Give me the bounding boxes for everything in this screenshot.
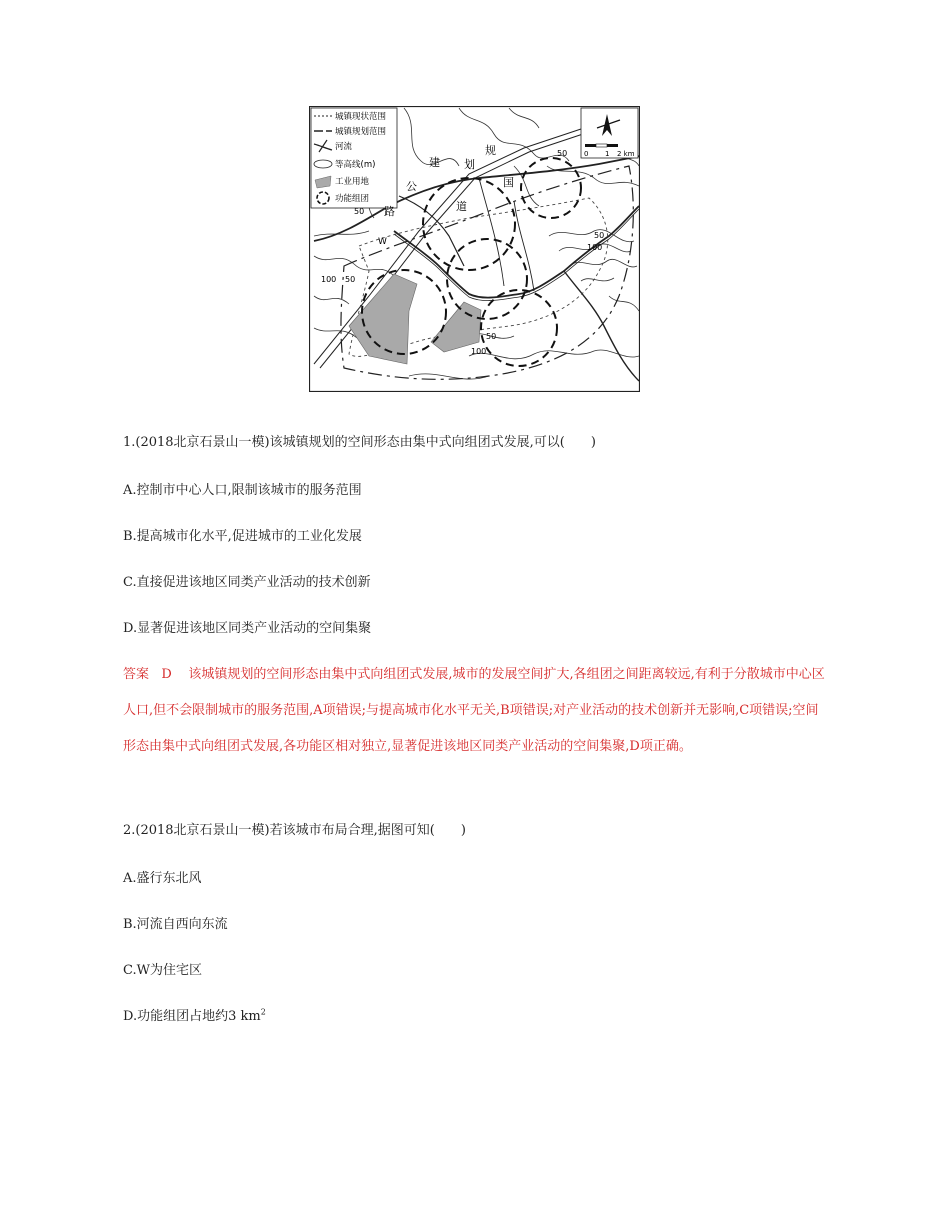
svg-text:道: 道	[456, 200, 467, 213]
q2-option-c[interactable]: C.W为住宅区	[123, 963, 202, 978]
q1-option-a[interactable]: A.控制市中心人口,限制该城市的服务范围	[123, 483, 362, 498]
svg-text:公: 公	[406, 180, 417, 193]
legend-box	[311, 108, 397, 208]
svg-text:划: 划	[464, 158, 475, 171]
svg-text:50: 50	[345, 275, 356, 284]
scale-tick-0: 0	[584, 150, 589, 158]
legend-label-2: 城镇规划范围	[335, 127, 387, 137]
legend	[311, 108, 397, 208]
svg-text:规: 规	[485, 144, 496, 157]
svg-text:路: 路	[384, 205, 395, 218]
legend-label-4: 等高线(m)	[335, 160, 376, 170]
q2-option-d-text: D.功能组团占地约3 km	[123, 1009, 261, 1024]
city-planning-map	[309, 106, 640, 392]
svg-text:50: 50	[486, 332, 497, 341]
svg-text:建: 建	[429, 156, 440, 169]
svg-text:50: 50	[594, 231, 605, 240]
answer-label: 答案	[123, 667, 150, 682]
q1-option-d[interactable]: D.显著促进该地区同类产业活动的空间集聚	[123, 621, 372, 636]
svg-text:100: 100	[471, 347, 487, 356]
svg-text:50: 50	[557, 149, 568, 158]
scale-tick-2: 2 km	[617, 150, 635, 158]
answer-explanation: 该城镇规划的空间形态由集中式向组团式发展,城市的发展空间扩大,各组团之间距离较远,有利于分散城市中心区人口,但不会限制城市的服务范围,A项错误;与提高城市化水平无关,B项错误;对产业活动的技术创新并无影响,C项错误;空间形态由集中式向组团式发展,各功能区相对独立,显著促进该地区同类产业活动的空间集聚,D项正确。	[123, 667, 825, 754]
q2-option-d-superscript: 2	[260, 1007, 266, 1017]
q2-option-a[interactable]: A.盛行东北风	[123, 871, 202, 886]
north-arrow-scale	[581, 108, 638, 158]
svg-text:100: 100	[587, 243, 603, 252]
map-svg	[309, 106, 640, 392]
legend-label-3: 河流	[335, 142, 353, 152]
svg-text:50: 50	[354, 207, 365, 216]
scale-tick-1: 1	[605, 150, 610, 158]
q1-stem: 1.(2018北京石景山一模)该城镇规划的空间形态由集中式向组团式发展,可以( )	[123, 435, 596, 450]
q1-answer-block	[123, 657, 828, 765]
q2-option-b[interactable]: B.河流自西向东流	[123, 917, 228, 932]
q1-option-c[interactable]: C.直接促进该地区同类产业活动的技术创新	[123, 575, 371, 590]
q2-option-d[interactable]	[123, 1008, 266, 1026]
legend-label-6: 功能组团	[335, 194, 370, 204]
legend-label-5: 工业用地	[335, 177, 370, 187]
legend-label-1: 城镇现状范围	[335, 112, 387, 122]
q2-stem: 2.(2018北京石景山一模)若该城市布局合理,据图可知( )	[123, 823, 466, 838]
answer-value: D	[161, 667, 172, 682]
svg-text:100: 100	[321, 275, 337, 284]
q1-option-b[interactable]: B.提高城市化水平,促进城市的工业化发展	[123, 529, 362, 544]
w-label: W	[378, 237, 387, 247]
svg-text:国: 国	[503, 176, 514, 189]
